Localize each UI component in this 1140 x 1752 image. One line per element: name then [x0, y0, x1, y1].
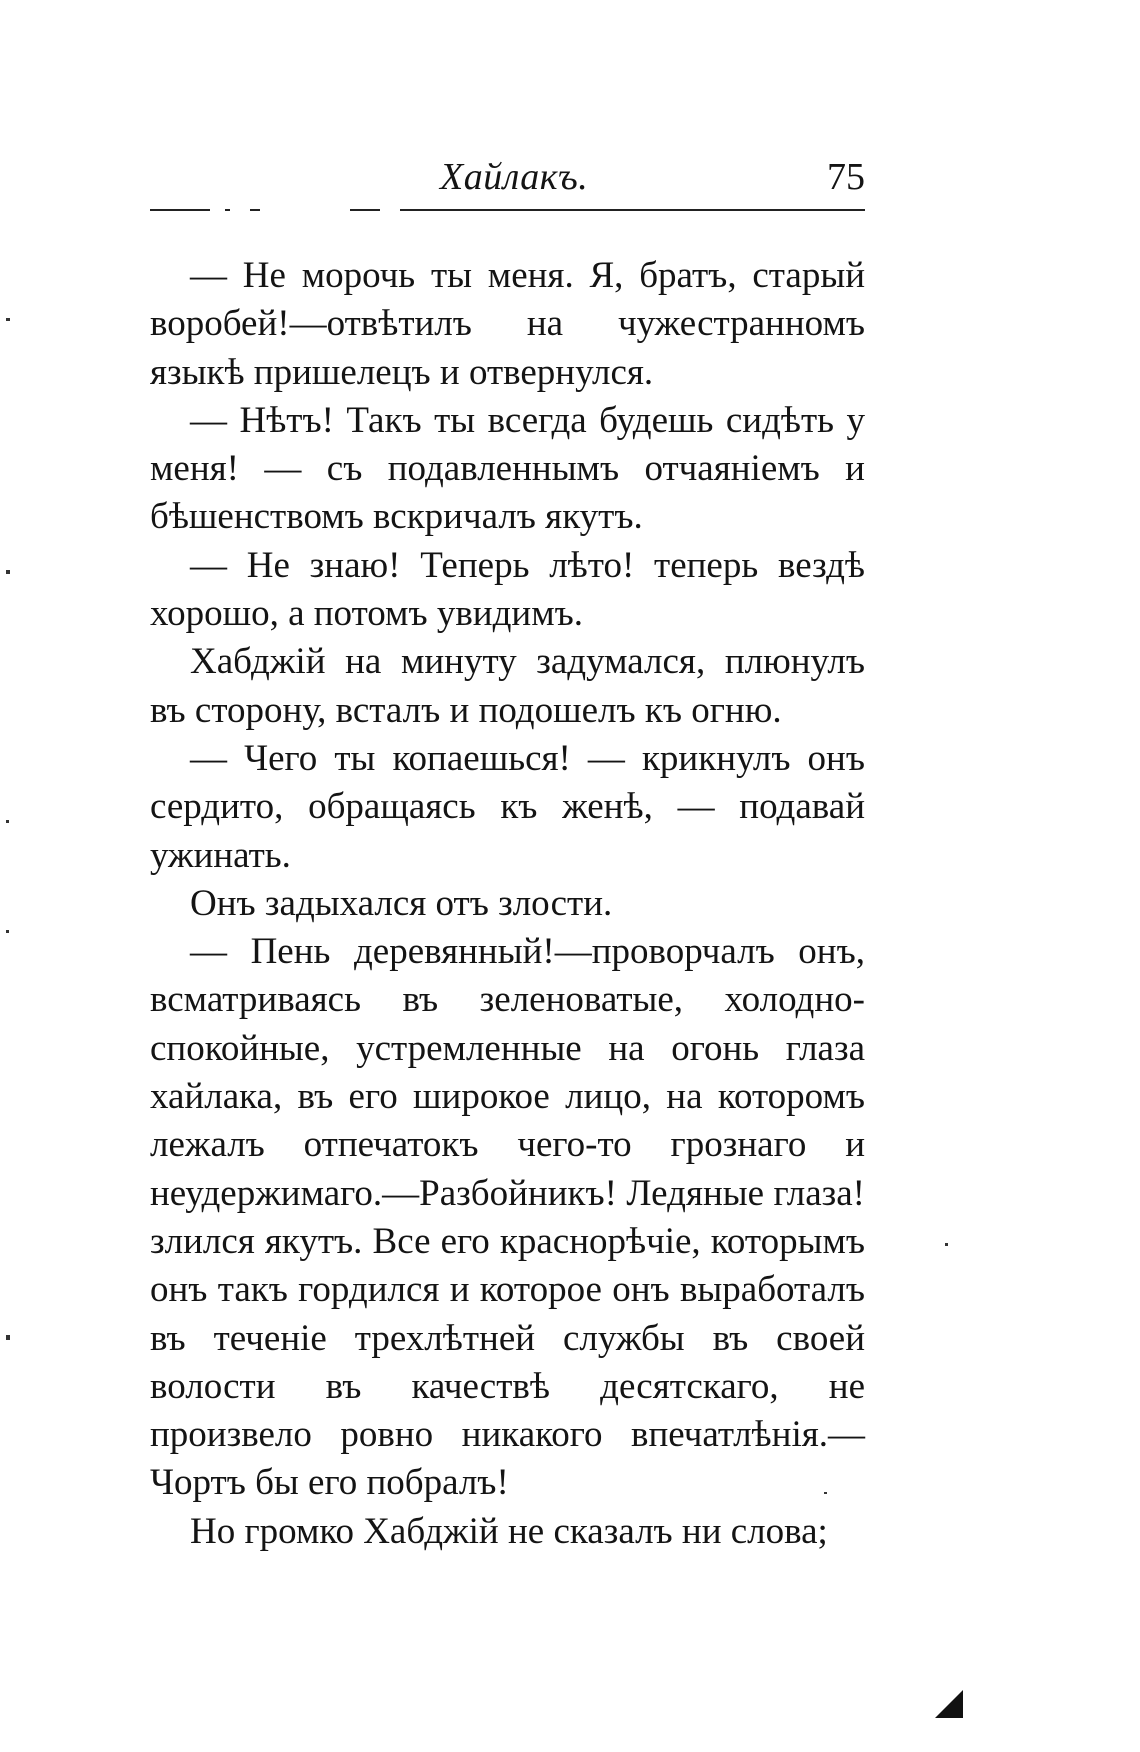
scan-speck [6, 318, 10, 321]
scan-speck [6, 1335, 10, 1340]
scan-corner-mark [935, 1690, 963, 1718]
paragraph-1: — Не морочь ты меня. Я, братъ, старый воробей!—отвѣтилъ на чужестранномъ языкѣ пришелецъ и отвернулся. [150, 255, 865, 393]
scan-speck [945, 1243, 948, 1246]
scan-speck [824, 1492, 827, 1494]
running-title: Хайлакъ. [440, 156, 589, 198]
scan-speck [6, 930, 9, 933]
paragraph-2: — Нѣтъ! Такъ ты всегда будешь сидѣть у меня! — съ подавленнымъ отчаяніемъ и бѣшенствомъ вскричалъ якутъ. [150, 399, 865, 538]
paragraph-6: Онъ задыхался отъ злости. [190, 882, 613, 924]
body-text [150, 252, 865, 1556]
paragraph-4: Хабджій на минуту задумался, плюнулъ въ сторону, всталъ и подошелъ къ огню. [150, 641, 865, 731]
header-rule [150, 209, 865, 211]
paragraph-8: Но громко Хабджій не сказалъ ни слова; [190, 1510, 828, 1552]
paragraph-5: — Чего ты копаешься! — крикнулъ онъ сердито, обращаясь къ женѣ, — подавай ужинать. [150, 737, 865, 876]
page-header [150, 158, 865, 208]
paragraph-7: — Пень деревянный!—проворчалъ онъ, всматриваясь въ зеленоватые, холодно-спокойные, устремленные на огонь глаза хайлака, въ его широкое лицо, на которомъ лежалъ отпечатокъ чего-то грознаго и неудержимаго.—Разбойникъ! Ледяные глаза! злился якутъ. Все его краснорѣчіе, которымъ онъ такъ гордился и которое онъ выработалъ въ теченіе трехлѣтней службы въ своей волости въ качествѣ десятскаго, не произвело ровно никакого впечатлѣнія.—Чортъ бы его побралъ! [150, 931, 865, 1504]
scan-speck [6, 570, 10, 574]
scan-speck [6, 820, 9, 823]
page-number: 75 [827, 156, 865, 198]
paragraph-3: — Не знаю! Теперь лѣто! теперь вездѣ хорошо, а потомъ увидимъ. [150, 544, 865, 635]
